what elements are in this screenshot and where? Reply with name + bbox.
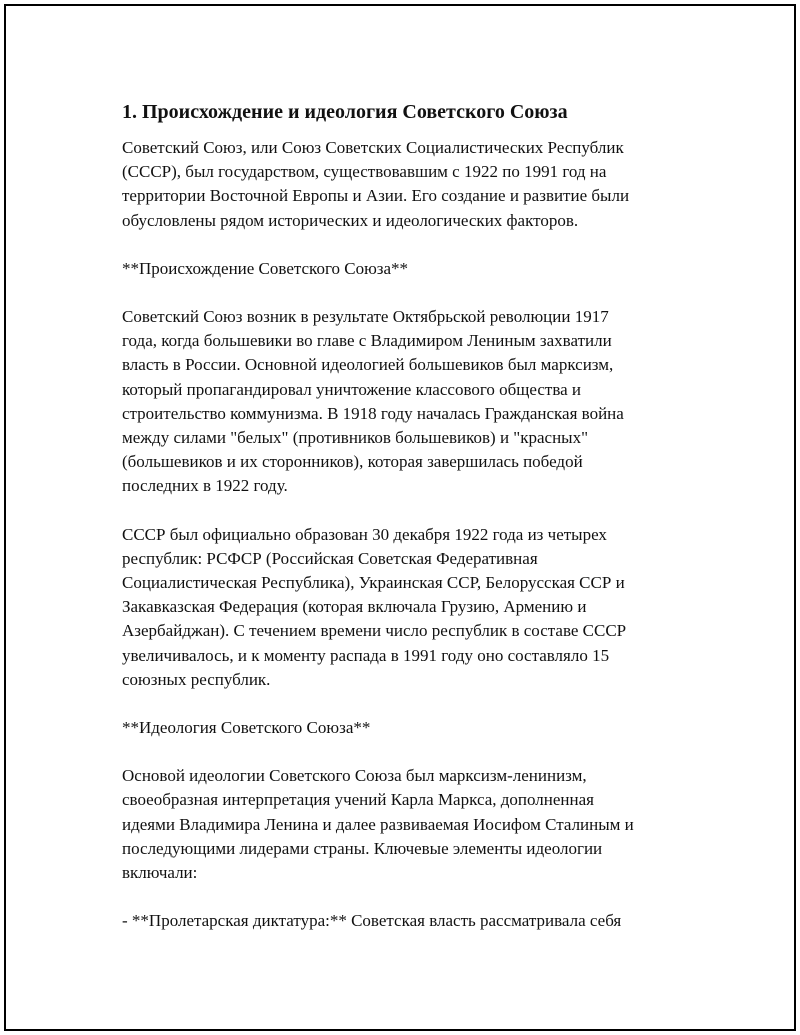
section-heading-ideology: **Идеология Советского Союза** [122, 718, 371, 738]
document-body [122, 98, 722, 933]
document-title: 1. Происхождение и идеология Советского Союза [122, 101, 568, 123]
spacer [122, 281, 722, 305]
spacer [122, 499, 722, 523]
spacer [122, 740, 722, 764]
section-heading-origin: **Происхождение Советского Союза** [122, 258, 409, 278]
spacer [122, 692, 722, 716]
origin-paragraph-formation: СССР был официально образован 30 декабря 1922 года из четырех республик: РСФСР (Российская Советская Федеративная Социалистическая Республика), Украинская ССР, Белорусская ССР и Закавказская Федерация (которая включала Грузию, Армению и Азербайджан). С течением времени число республик в составе СССР увеличивалось, и к моменту распада в 1991 году оно составляло 15 союзных республик. [122, 524, 627, 689]
list-item-proletarian-dictatorship: - **Пролетарская диктатура:** Советская власть рассматривала себя [122, 911, 622, 931]
ideology-paragraph: Основой идеологии Советского Союза был марксизм-ленинизм, своеобразная интерпретация учений Карла Маркса, дополненная идеями Владимира Ленина и далее развиваемая Иосифом Сталиным и последующими лидерами страны. Ключевые элементы идеологии включали: [122, 766, 634, 883]
spacer [122, 885, 722, 909]
intro-paragraph: Советский Союз, или Союз Советских Социалистических Республик (СССР), был государством, существовавшим с 1922 по 1991 год на территории Восточной Европы и Азии. Его создание и развитие были обусловлены рядом исторических и идеологических факторов. [122, 138, 630, 230]
page-frame [4, 4, 796, 1031]
origin-paragraph-revolution: Советский Союз возник в результате Октябрьской революции 1917 года, когда большевики во главе с Владимиром Лениным захватили власть в России. Основной идеологией большевиков был марксизм, который пропагандировал уничтожение классового общества и строительство коммунизма. В 1918 году началась Гражданская война между силами "белых" (противников большевиков) и "красных" (большевиков и их сторонников), которая завершилась победой последних в 1922 году. [122, 307, 624, 496]
spacer [122, 126, 722, 136]
spacer [122, 233, 722, 257]
